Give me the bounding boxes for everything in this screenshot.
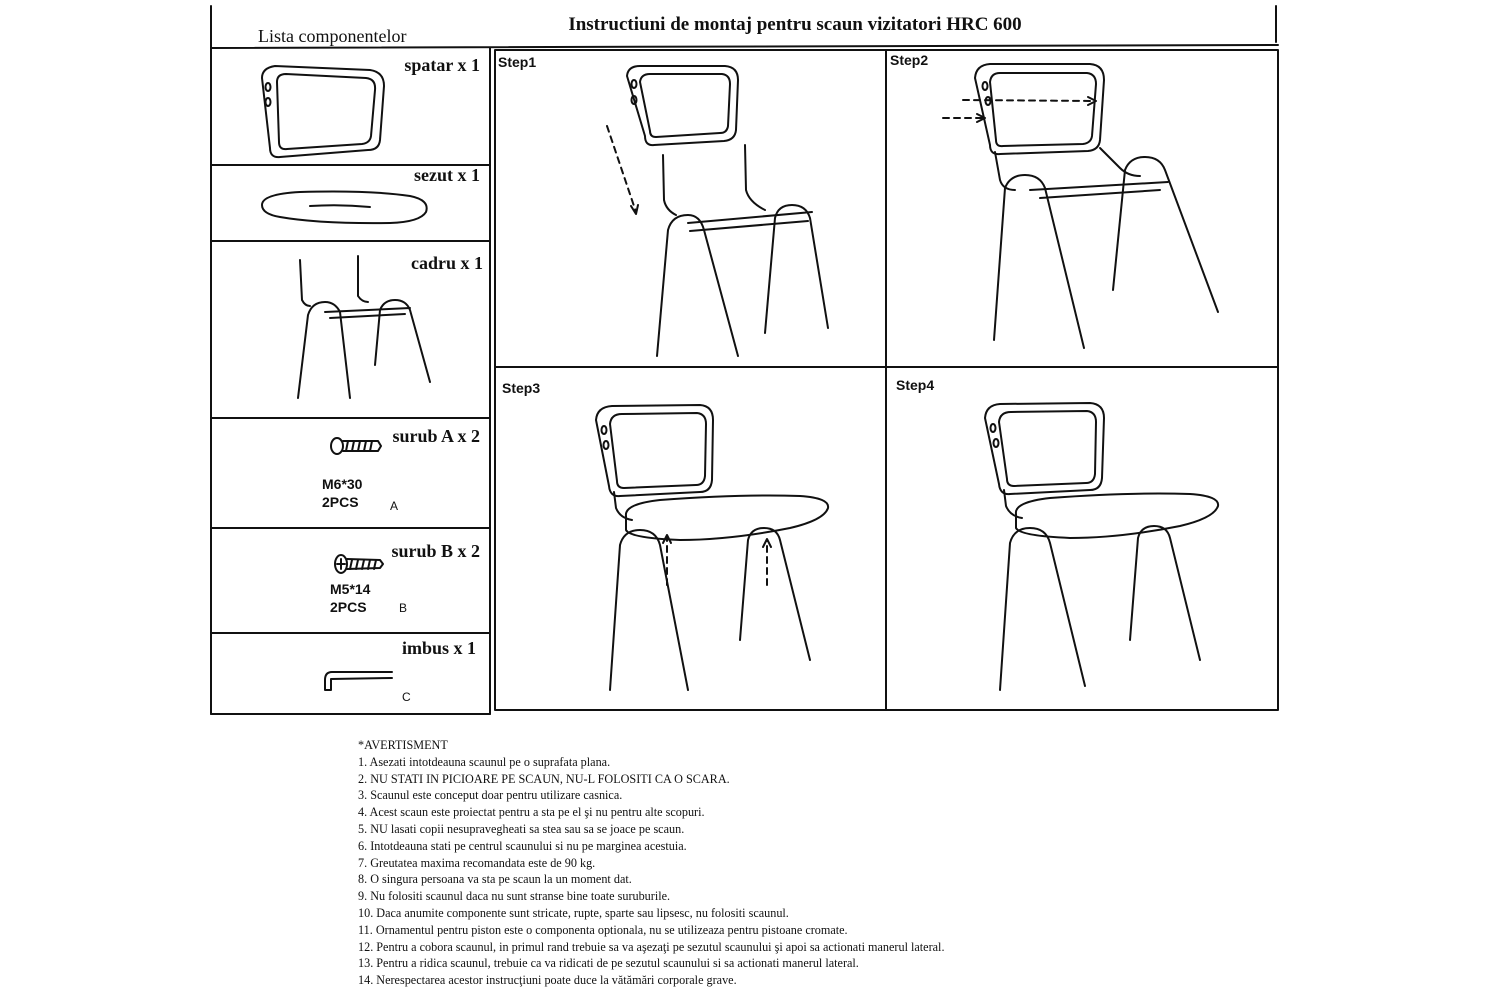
component-label-frame: cadru x 1 xyxy=(411,253,483,273)
screw-b-letter: B xyxy=(399,601,408,615)
warning-item: 12. Pentru a cobora scaunul, in primul rand trebuie sa va aşezaţi pe sezutul scaunului şi apoi sa actionati manerul lateral. xyxy=(358,939,945,954)
step1-drawing xyxy=(607,66,828,356)
component-label-seat: sezut x 1 xyxy=(414,165,480,185)
screw-b-qty: 2PCS xyxy=(330,599,367,615)
component-label-backrest: spatar x 1 xyxy=(404,55,480,75)
component-label-screw-a: surub A x 2 xyxy=(392,426,480,446)
allen-key-drawing xyxy=(325,672,392,690)
page-title: Instructiuni de montaj pentru scaun vizitatori HRC 600 xyxy=(568,14,1022,35)
warning-item: 6. Intotdeauna stati pe centrul scaunului si nu pe marginea acestuia. xyxy=(358,838,687,853)
steps-grid-frame xyxy=(495,50,1278,710)
warning-item: 13. Pentru a ridica scaunul, trebuie ca va ridicati de pe sezutul scaunului si sa actionati manerul lateral. xyxy=(358,956,859,971)
warning-item: 1. Asezati intotdeauna scaunul pe o suprafata plana. xyxy=(358,754,611,769)
warning-item: 4. Acest scaun este proiectat pentru a sta pe el şi nu pentru alte scopuri. xyxy=(358,805,705,820)
warnings-title: *AVERTISMENT xyxy=(358,738,448,752)
components-list-title: Lista componentelor xyxy=(258,26,407,46)
step1-label: Step1 xyxy=(498,54,537,70)
screw-a-size: M6*30 xyxy=(322,476,363,492)
screw-a-letter: A xyxy=(390,499,399,513)
warning-item: 10. Daca anumite componente sunt stricate, rupte, sparte sau lipsesc, nu folositi scaunul. xyxy=(358,905,789,920)
step4-drawing xyxy=(985,403,1218,690)
warning-item: 11. Ornamentul pentru piston este o componenta optionala, nu se utilizeaza pentru pistoane cromate. xyxy=(358,922,848,937)
warning-item: 3. Scaunul este conceput doar pentru utilizare casnica. xyxy=(358,788,623,803)
warning-item: 14. Nerespectarea acestor instrucţiuni poate duce la vătămări corporale grave. xyxy=(358,973,737,988)
step2-label: Step2 xyxy=(890,52,929,68)
warnings-section xyxy=(358,737,945,989)
screw-b-size: M5*14 xyxy=(330,581,371,597)
component-label-allen-key: imbus x 1 xyxy=(401,638,476,658)
warning-item: 9. Nu folositi scaunul daca nu sunt stranse bine toate suruburile. xyxy=(358,889,671,904)
step2-drawing xyxy=(943,64,1218,348)
warning-item: 7. Greutatea maxima recomandata este de 90 kg. xyxy=(358,855,596,870)
step4-label: Step4 xyxy=(896,377,935,393)
warning-item: 2. NU STATI IN PICIOARE PE SCAUN, NU-L FOLOSITI CA O SCARA. xyxy=(358,771,730,786)
backrest-drawing xyxy=(262,66,384,157)
seat-drawing xyxy=(262,192,427,224)
step3-drawing xyxy=(596,405,828,690)
frame-drawing xyxy=(298,256,430,398)
step3-label: Step3 xyxy=(502,380,541,396)
allen-key-letter: C xyxy=(402,690,411,704)
component-label-screw-b: surub B x 2 xyxy=(391,541,480,561)
warning-item: 5. NU lasati copii nesupravegheati sa stea sau sa se joace pe scaun. xyxy=(358,821,685,836)
screw-a-qty: 2PCS xyxy=(322,494,359,510)
warning-item: 8. O singura persoana va sta pe scaun la un moment dat. xyxy=(358,872,632,887)
